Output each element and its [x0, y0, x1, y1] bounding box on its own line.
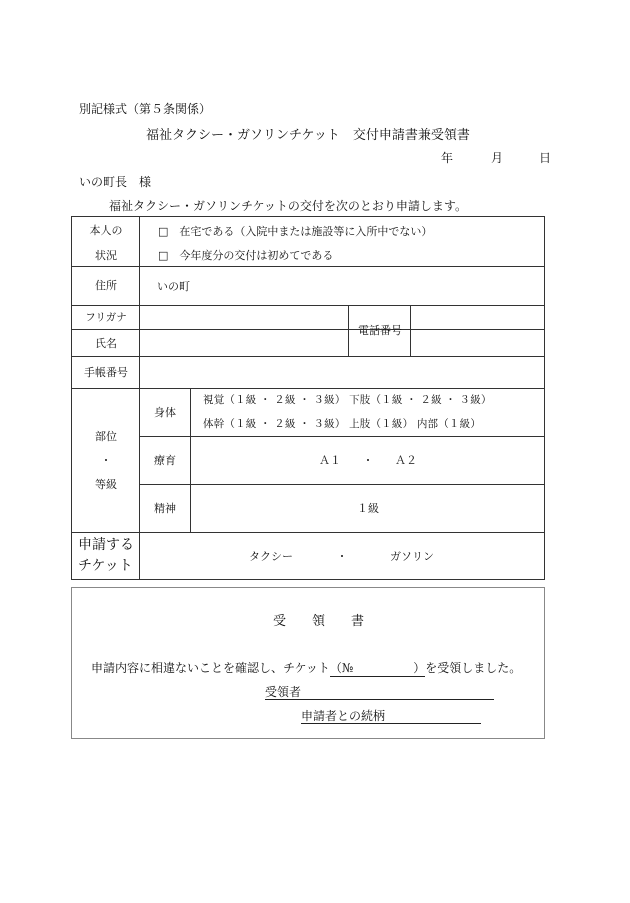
name-label: 氏名 [95, 337, 117, 350]
physical-grades-line1[interactable]: 視覚（１級 ・ ２級 ・ ３級） 下肢（１級 ・ ２級 ・ ３級） [203, 394, 492, 406]
date-year-label: 年 [441, 151, 454, 165]
handbook-number-field[interactable] [141, 358, 542, 386]
addressee: いの町長 様 [79, 175, 152, 189]
date-day-label: 日 [539, 151, 552, 165]
relationship-field[interactable] [301, 707, 481, 724]
checkbox-at-home[interactable]: □ 在宅である（入院中または施設等に入所中でない） [158, 225, 433, 238]
address-label: 住所 [95, 279, 117, 292]
physical-label: 身体 [154, 406, 176, 419]
page-title: 福祉タクシー・ガソリンチケット 交付申請書兼受領書 [146, 128, 470, 143]
ticket-label-line1: 申請する [78, 537, 134, 553]
physical-grades-line2[interactable]: 体幹（１級 ・ ２級 ・ ３級） 上肢（１級） 内部（１級） [203, 418, 482, 430]
date-month-label: 月 [491, 151, 504, 165]
ryoiku-label: 療育 [154, 454, 176, 467]
grade-label-line1: 部位 [95, 430, 117, 443]
handbook-number-label: 手帳番号 [84, 366, 128, 379]
phone-label: 電話番号 [358, 324, 402, 337]
mental-grade-1-option[interactable]: １級 [357, 502, 379, 515]
name-field[interactable] [141, 331, 346, 354]
phone-field[interactable] [412, 307, 542, 354]
ticket-taxi-option[interactable]: タクシー [249, 550, 293, 563]
relationship-label: 申請者との続柄 [301, 709, 386, 723]
grade-label-line3: 等級 [95, 478, 117, 491]
furigana-field[interactable] [141, 307, 346, 327]
confirmation-text-end: を受領しました。 [425, 661, 522, 675]
receipt-confirmation [91, 659, 521, 677]
confirmation-text: 申請内容に相違ないことを確認し、チケット [91, 661, 330, 675]
grade-label-line2: ・ [100, 454, 112, 467]
ticket-separator: ・ [336, 550, 348, 563]
status-label-line2: 状況 [95, 249, 117, 262]
checkbox-first-this-year[interactable]: □ 今年度分の交付は初めてである [158, 249, 334, 262]
ticket-gasoline-option[interactable]: ガソリン [390, 550, 434, 563]
application-form [71, 216, 545, 580]
receiver-field[interactable] [265, 683, 494, 700]
application-statement: 福祉タクシー・ガソリンチケットの交付を次のとおり申請します。 [109, 199, 467, 213]
furigana-label: フリガナ [85, 311, 127, 324]
form-reference: 別記様式（第５条関係） [79, 102, 212, 116]
ticket-number-field[interactable]: （№ ） [329, 661, 426, 675]
address-field[interactable]: いの町 [157, 280, 190, 293]
receipt-title: 受 領 書 [273, 614, 365, 629]
receipt-section [71, 587, 545, 739]
mental-label: 精神 [154, 502, 176, 515]
ryoiku-a2-option[interactable]: Ａ２ [395, 454, 417, 467]
receiver-label: 受領者 [265, 685, 302, 699]
ryoiku-separator: ・ [362, 454, 374, 467]
status-label-line1: 本人の [89, 224, 123, 237]
ticket-label-line2: チケット [78, 558, 133, 574]
ryoiku-a1-option[interactable]: Ａ１ [319, 454, 341, 467]
